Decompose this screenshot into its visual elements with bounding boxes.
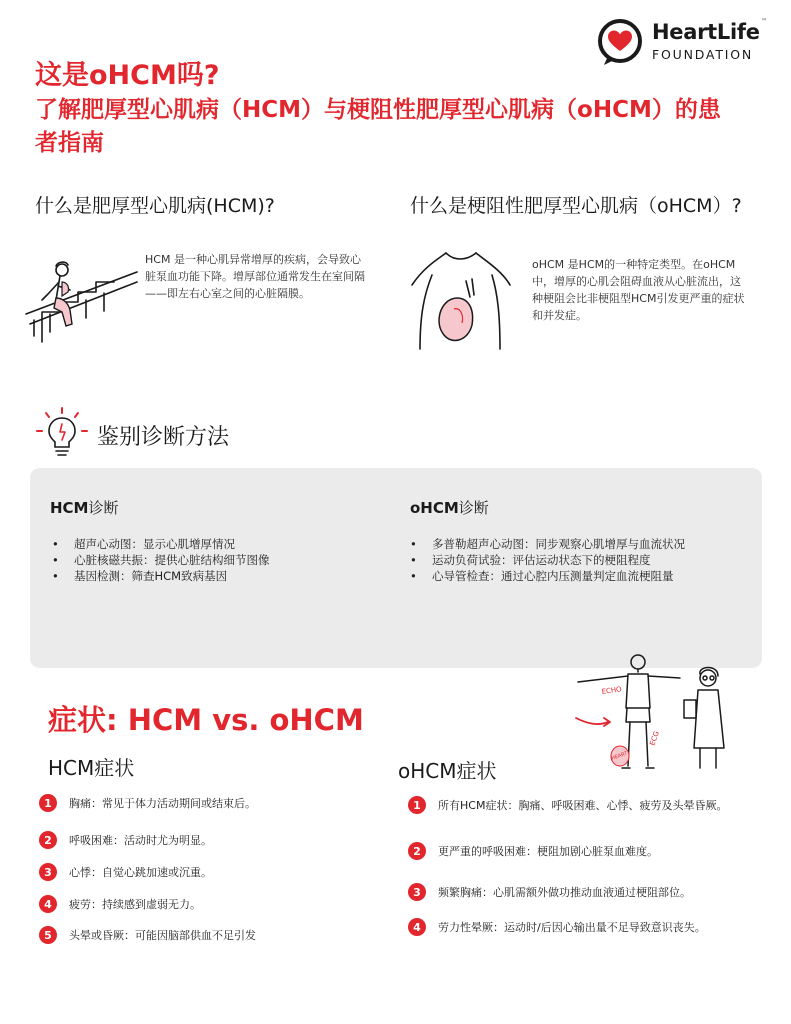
symptom-text: 劳力性晕厥：运动时/后因心输出量不足导致意识丧失。 <box>438 921 706 934</box>
number-badge: 3 <box>408 883 426 901</box>
lightbulb-icon <box>34 404 90 460</box>
hcm-description: HCM 是一种心肌异常增厚的疾病，会导致心脏泵血功能下降。增厚部位通常发生在室间隔——即左右心室之间的心脏隔膜。 <box>145 253 365 300</box>
hcm-diagnosis-list <box>50 536 270 584</box>
hcm-symptom-item <box>39 926 256 944</box>
hcm-symptoms-heading: HCM症状 <box>48 756 135 780</box>
number-badge: 1 <box>408 796 426 814</box>
list-item: • 运动负荷试验：评估运动状态下的梗阻程度 <box>408 552 685 568</box>
number-badge: 5 <box>39 926 57 944</box>
number-badge: 4 <box>408 918 426 936</box>
hcm-symptom-item <box>39 794 256 812</box>
symptom-text: 更严重的呼吸困难：梗阻加剧心脏泵血难度。 <box>438 845 658 858</box>
list-item: • 多普勒超声心动图：同步观察心肌增厚与血流状况 <box>408 536 685 552</box>
ohcm-diagnosis-heading: oHCM诊断 <box>410 499 489 517</box>
patient-doctor-illustration <box>568 648 743 773</box>
number-badge: 4 <box>39 895 57 913</box>
ohcm-symptom-item <box>408 918 706 936</box>
symptom-text: 频繁胸痛：心肌需额外做功推动血液通过梗阻部位。 <box>438 886 691 899</box>
hcm-diagnosis-heading: HCM诊断 <box>50 499 119 517</box>
number-badge: 3 <box>39 863 57 881</box>
hcm-symptom-item <box>39 895 201 913</box>
list-item: • 心脏核磁共振：提供心脏结构细节图像 <box>50 552 270 568</box>
heart-tag-label: HEART <box>610 750 629 762</box>
hcm-question-heading: 什么是肥厚型心肌病(HCM)? <box>35 195 275 217</box>
hcm-symptom-item <box>39 831 212 849</box>
diagnosis-title: 鉴别诊断方法 <box>97 425 230 450</box>
page-subtitle: 了解肥厚型心肌病（HCM）与梗阻性肥厚型心肌病（oHCM）的患者指南 <box>35 97 721 156</box>
list-item: • 基因检测：筛查HCM致病基因 <box>50 568 270 584</box>
symptom-text: 胸痛：常见于体力活动期间或结束后。 <box>69 797 256 810</box>
heart-speech-bubble-icon <box>596 18 646 68</box>
symptom-text: 疲劳：持续感到虚弱无力。 <box>69 898 201 911</box>
brand-sub: FOUNDATION <box>652 47 754 62</box>
hcm-symptom-item <box>39 863 212 881</box>
ohcm-diagnosis-list <box>408 536 685 584</box>
number-badge: 1 <box>39 794 57 812</box>
symptom-text: 呼吸困难：活动时尤为明显。 <box>69 834 212 847</box>
ohcm-symptoms-heading: oHCM症状 <box>398 759 497 783</box>
symptom-text: 心悸：自觉心跳加速或沉重。 <box>69 866 212 879</box>
ohcm-symptom-item <box>408 842 658 860</box>
brand-trademark: ™ <box>761 18 767 25</box>
brand-name: HeartLife <box>652 20 760 44</box>
ohcm-symptom-item <box>408 796 727 814</box>
ohcm-question-heading: 什么是梗阻性肥厚型心肌病（oHCM）? <box>410 195 742 217</box>
page-title: 这是oHCM吗? <box>35 60 220 91</box>
torso-heart-illustration <box>410 245 515 353</box>
ohcm-description: oHCM 是HCM的一种特定类型。在oHCM中，增厚的心肌会阻碍血液从心脏流出，这种梗阻会比非梗阻型HCM引发更严重的症状和并发症。 <box>532 258 745 322</box>
heartlife-logo <box>596 18 776 70</box>
list-item: • 心导管检查：通过心腔内压测量判定血流梗阻量 <box>408 568 685 584</box>
symptoms-title: 症状: HCM vs. oHCM <box>48 703 364 737</box>
number-badge: 2 <box>408 842 426 860</box>
person-climbing-stairs-illustration <box>24 252 139 347</box>
list-item: • 超声心动图：显示心肌增厚情况 <box>50 536 270 552</box>
ecg-label: ECG <box>648 730 661 747</box>
symptom-text: 所有HCM症状：胸痛、呼吸困难、心悸、疲劳及头晕昏厥。 <box>438 799 728 812</box>
ohcm-symptom-item <box>408 883 691 901</box>
symptom-text: 头晕或昏厥：可能因脑部供血不足引发 <box>69 929 256 942</box>
number-badge: 2 <box>39 831 57 849</box>
echo-label: ECHO <box>601 685 623 696</box>
